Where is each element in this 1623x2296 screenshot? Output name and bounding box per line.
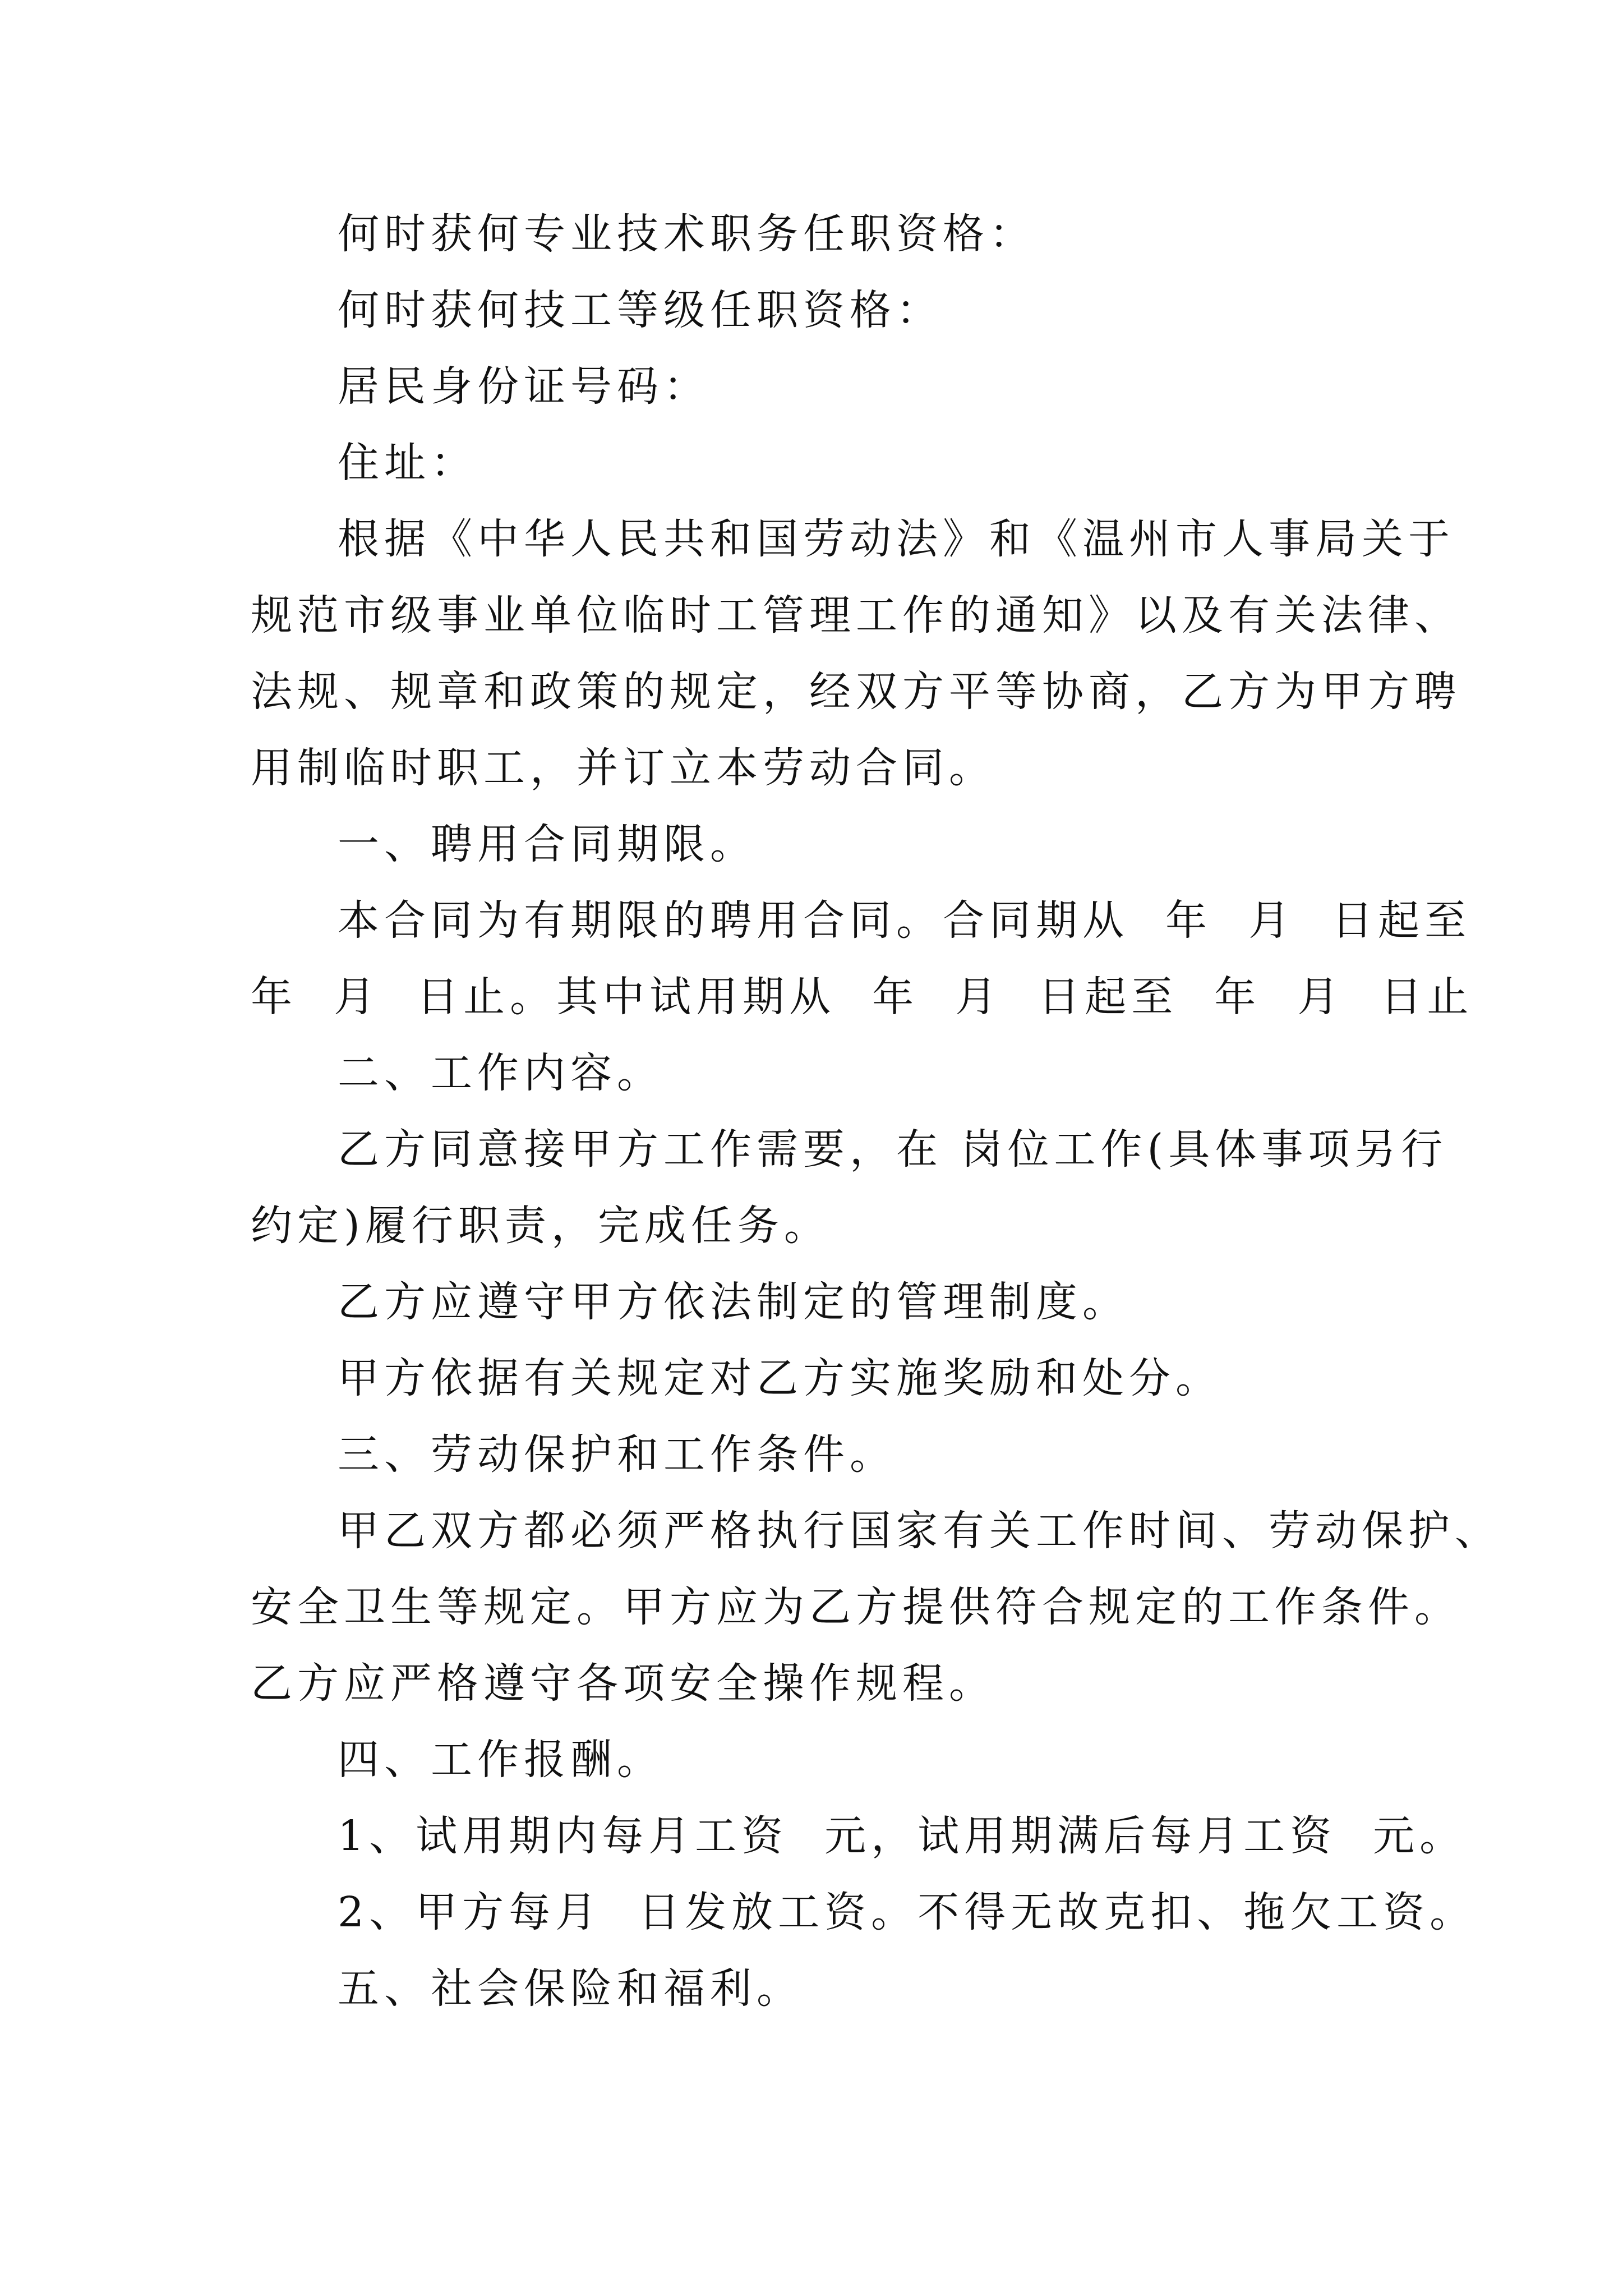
text-line: 根据《中华人民共和国劳动法》和《温州市人事局关于 <box>338 515 1455 563</box>
text-line: 2、甲方每月 日发放工资。不得无故克扣、拖欠工资。 <box>338 1888 1477 1936</box>
text-line: 规范市级事业单位临时工管理工作的通知》以及有关法律、 <box>251 591 1461 639</box>
text-line: 甲乙双方都必须严格执行国家有关工作时间、劳动保护、 <box>338 1507 1501 1555</box>
text-line: 本合同为有期限的聘用合同。合同期从 年 月 日起至 <box>338 896 1472 945</box>
section-heading: 五、社会保险和福利。 <box>338 1964 803 2013</box>
text-line: 何时获何专业技术职务任职资格： <box>338 210 1036 258</box>
text-line: 住址： <box>338 439 477 487</box>
section-heading: 一、聘用合同期限。 <box>338 820 757 868</box>
section-heading: 四、工作报酬。 <box>338 1736 663 1784</box>
text-line: 乙方应遵守甲方依法制定的管理制度。 <box>338 1278 1129 1326</box>
text-line: 1、试用期内每月工资 元，试用期满后每月工资 元。 <box>338 1812 1467 1860</box>
text-line: 法规、规章和政策的规定，经双方平等协商，乙方为甲方聘 <box>251 668 1461 716</box>
text-line: 用制临时职工，并订立本劳动合同。 <box>251 744 995 792</box>
section-heading: 三、劳动保护和工作条件。 <box>338 1430 896 1479</box>
text-line: 年 月 日止。其中试用期从 年 月 日起至 年 月 日止 <box>251 973 1474 1021</box>
text-line: 甲方依据有关规定对乙方实施奖励和处分。 <box>338 1354 1222 1402</box>
text-line: 安全卫生等规定。甲方应为乙方提供符合规定的工作条件。 <box>251 1583 1461 1631</box>
text-line: 乙方应严格遵守各项安全操作规程。 <box>251 1659 995 1708</box>
text-line: 何时获何技工等级任职资格： <box>338 286 943 334</box>
text-line: 居民身份证号码： <box>338 362 710 411</box>
text-line: 乙方同意接甲方工作需要，在 岗位工作(具体事项另行 <box>338 1125 1448 1174</box>
text-line: 约定)履行职责，完成任务。 <box>251 1202 831 1250</box>
section-heading: 二、工作内容。 <box>338 1049 663 1097</box>
